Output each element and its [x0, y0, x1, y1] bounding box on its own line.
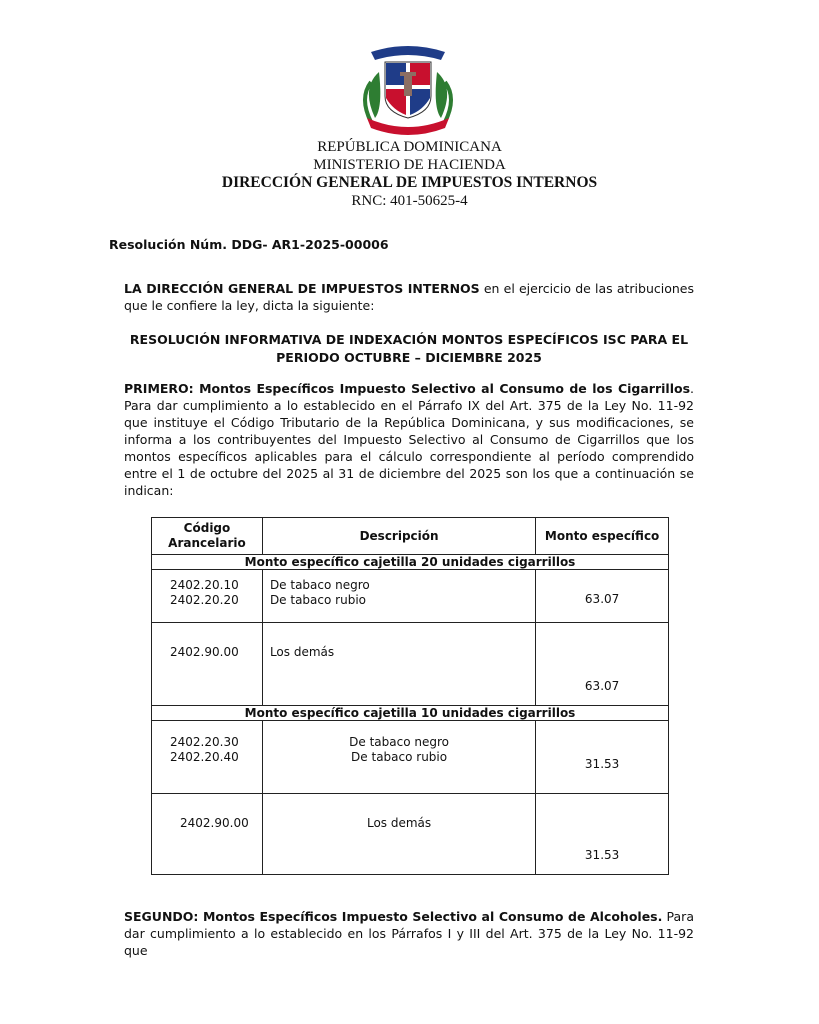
description-cell — [262, 721, 535, 794]
header-code — [152, 518, 263, 555]
description-cell: Los demás — [262, 623, 535, 706]
resolution-title — [124, 331, 694, 367]
resolution-number: Resolución Núm. DDG- AR1-2025-00006 — [109, 237, 389, 252]
amount-cell: 31.53 — [536, 794, 669, 875]
table-row — [152, 794, 669, 875]
amount-cell: 31.53 — [536, 721, 669, 794]
section-10-units: Monto específico cajetilla 10 unidades cigarrillos — [152, 706, 669, 721]
primero-bold: PRIMERO: Montos Específicos Impuesto Selectivo al Consumo de los Cigarrillos — [124, 381, 691, 396]
primero-paragraph — [124, 380, 694, 499]
header-amount: Monto específico — [536, 518, 669, 555]
amounts-table — [151, 517, 669, 875]
code-cell — [152, 570, 263, 623]
coat-of-arms-icon — [357, 38, 459, 136]
intro-bold: LA DIRECCIÓN GENERAL DE IMPUESTOS INTERNOS — [124, 281, 480, 296]
code-value: 2402.20.10 — [170, 578, 239, 592]
code-cell: 2402.90.00 — [152, 794, 263, 875]
segundo-text: Para dar cumplimiento a lo establecido en los Párrafos I y III del Art. 375 de la Ley No. 11-92 que — [124, 909, 694, 958]
code-cell: 2402.90.00 — [152, 623, 263, 706]
ministry-name: MINISTERIO DE HACIENDA — [313, 157, 506, 173]
code-value: 2402.20.30 — [170, 735, 239, 749]
table-row — [152, 721, 669, 794]
table-row — [152, 623, 669, 706]
agency-name: DIRECCIÓN GENERAL DE IMPUESTOS INTERNOS — [221, 174, 598, 191]
amount-cell: 63.07 — [536, 570, 669, 623]
code-value: 2402.20.20 — [170, 593, 239, 607]
description-cell — [262, 570, 535, 623]
segundo-paragraph — [124, 908, 694, 959]
description-value: De tabaco negro — [269, 578, 370, 592]
title-line-2: PERIODO OCTUBRE – DICIEMBRE 2025 — [276, 350, 542, 365]
table-row — [152, 570, 669, 623]
code-cell — [152, 721, 263, 794]
amount-cell: 63.07 — [536, 623, 669, 706]
segundo-bold: SEGUNDO: Montos Específicos Impuesto Selectivo al Consumo de Alcoholes. — [124, 909, 663, 924]
title-line-1: RESOLUCIÓN INFORMATIVA DE INDEXACIÓN MONTOS ESPECÍFICOS ISC PARA EL — [129, 332, 689, 347]
header-code-line1: Código — [183, 521, 231, 535]
primero-text: . Para dar cumplimiento a lo establecido en el Párrafo IX del Art. 375 de la Ley No. 11-92 que instituye el Código Tributario de la República Dominicana, y sus modificaciones, se informa a los contribuyentes del Impuesto Selectivo al Consumo de Cigarrillos que los montos específicos aplicables para el cálculo correspondiente al período comprendido entre el 1 de octubre del 2025 al 31 de diciembre del 2025 son los que a continuación se indican: — [124, 381, 694, 498]
description-value: De tabaco rubio — [269, 593, 366, 607]
description-value: De tabaco negro — [349, 735, 449, 749]
intro-text: en el ejercicio de las atribuciones que le confiere la ley, dicta la siguiente: — [124, 281, 694, 313]
section-20-units: Monto específico cajetilla 20 unidades cigarrillos — [152, 555, 669, 570]
rnc-number: RNC: 401-50625-4 — [351, 193, 468, 209]
letterhead — [0, 138, 819, 210]
header-description: Descripción — [262, 518, 535, 555]
intro-paragraph — [124, 280, 694, 314]
country-name: REPÚBLICA DOMINICANA — [317, 139, 502, 155]
header-code-line2: Arancelario — [168, 536, 246, 550]
code-value: 2402.20.40 — [170, 750, 239, 764]
description-cell: Los demás — [262, 794, 535, 875]
description-value: De tabaco rubio — [351, 750, 448, 764]
